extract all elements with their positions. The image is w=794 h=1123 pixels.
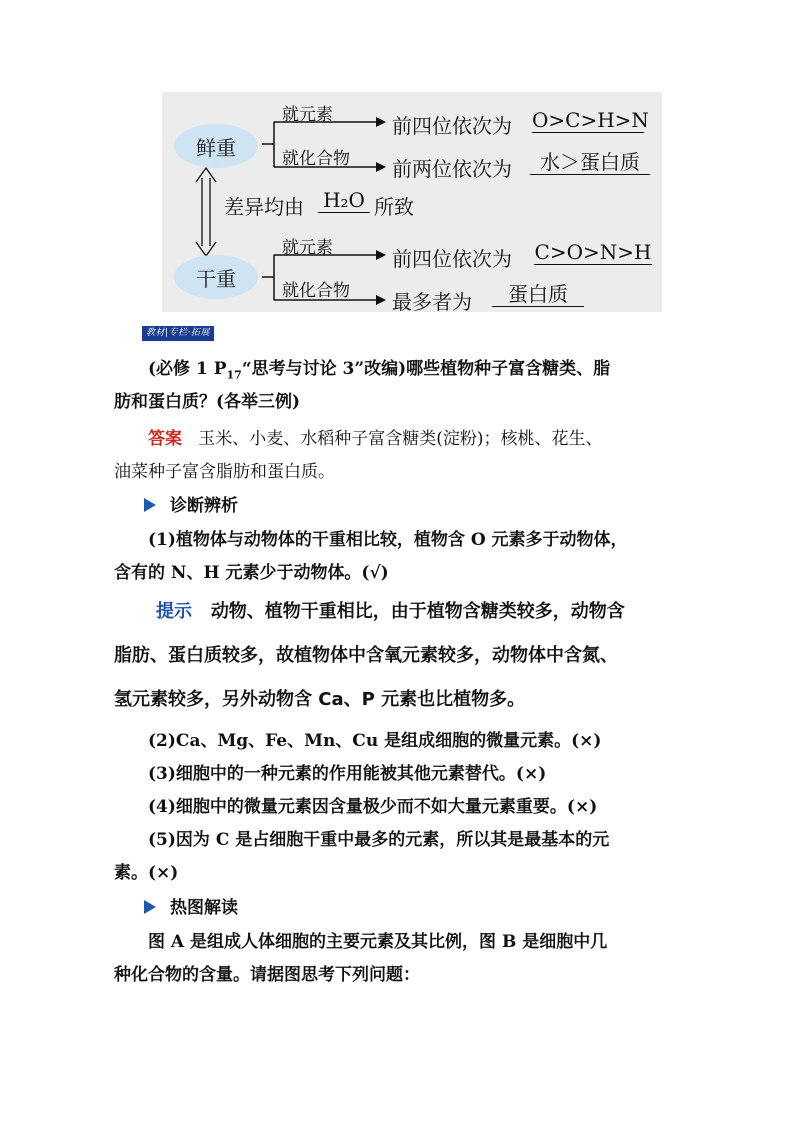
q1-line-2: 含有的 N、H 元素少于动物体。(√) — [114, 563, 389, 583]
q2-line: (2)Ca、Mg、Fe、Mn、Cu 是组成细胞的微量元素。(×) — [148, 731, 602, 751]
question-line-1: (必修 1 $P_{17}“$思考与讨论 3”改编)哪些植物种子富含糖类、脂 — [148, 359, 611, 382]
tip-label: 提示 — [156, 601, 192, 622]
q1-line-1: (1)植物体与动物体的干重相比较，植物含 O 元素多于动物体， — [148, 530, 628, 550]
q4-line: (4)细胞中的微量元素因含量极少而不如大量元素重要。(×) — [148, 797, 598, 817]
fresh-element-answer: O>C>H>N — [532, 108, 649, 132]
fresh-element-label: 就元素 — [282, 105, 333, 125]
answer-line-2: 油菜种子富含脂肪和蛋白质。 — [114, 462, 335, 482]
hot-line-2: 种化合物的含量。请据图思考下列问题： — [114, 965, 420, 985]
q5-line-1: (5)因为 C 是占细胞干重中最多的元素，所以其是最基本的元 — [148, 830, 610, 850]
fresh-compound-text: 前两位依次为 — [392, 157, 512, 181]
tip-line-3: 氢元素较多，另外动物含 Ca、P 元素也比植物多。 — [114, 689, 526, 710]
difference-text-post: 所致 — [374, 195, 414, 219]
difference-answer: H₂O — [318, 188, 370, 213]
fresh-compound-label: 就化合物 — [282, 149, 350, 169]
fresh-element-text: 前四位依次为 — [392, 114, 512, 138]
section-arrow-icon — [144, 498, 156, 512]
textbook-extension-badge: 教材|专栏·拓展 — [142, 326, 214, 341]
dry-compound-answer: 蛋白质 — [492, 282, 584, 307]
difference-text-pre: 差异均由 — [224, 195, 304, 219]
section-arrow-icon — [144, 900, 156, 914]
dry-compound-text: 最多者为 — [392, 290, 472, 314]
question-line-2: 肪和蛋白质？(各举三例) — [114, 392, 301, 412]
dry-element-answer: C>O>N>H — [534, 240, 652, 264]
answer-line-1: 答案 玉米、小麦、水稻种子富含糖类(淀粉)；核桃、花生、 — [148, 429, 603, 449]
q3-line: (3)细胞中的一种元素的作用能被其他元素替代。(×) — [148, 764, 547, 784]
answer-label: 答案 — [148, 429, 182, 449]
element-content-diagram — [162, 92, 662, 312]
hot-line-1: 图 A 是组成人体细胞的主要元素及其比例，图 B 是细胞中几 — [148, 932, 608, 952]
dry-element-label: 就元素 — [282, 238, 333, 258]
tip-line-1: 提示 动物、植物干重相比，由于植物含糖类较多，动物含 — [156, 601, 625, 622]
section-diagnosis: 诊断辨析 — [144, 491, 238, 516]
fresh-weight-node: 鲜重 — [174, 124, 258, 168]
dry-compound-label: 就化合物 — [282, 281, 350, 301]
tip-line-2: 脂肪、蛋白质较多，故植物体中含氧元素较多，动物体中含氮、 — [114, 645, 618, 666]
dry-weight-node: 干重 — [174, 255, 258, 299]
fresh-compound-answer: 水＞蛋白质 — [530, 150, 650, 175]
dry-element-text: 前四位依次为 — [392, 247, 512, 271]
q5-line-2: 素。(×) — [114, 863, 179, 883]
section-hot-figure: 热图解读 — [144, 893, 238, 918]
